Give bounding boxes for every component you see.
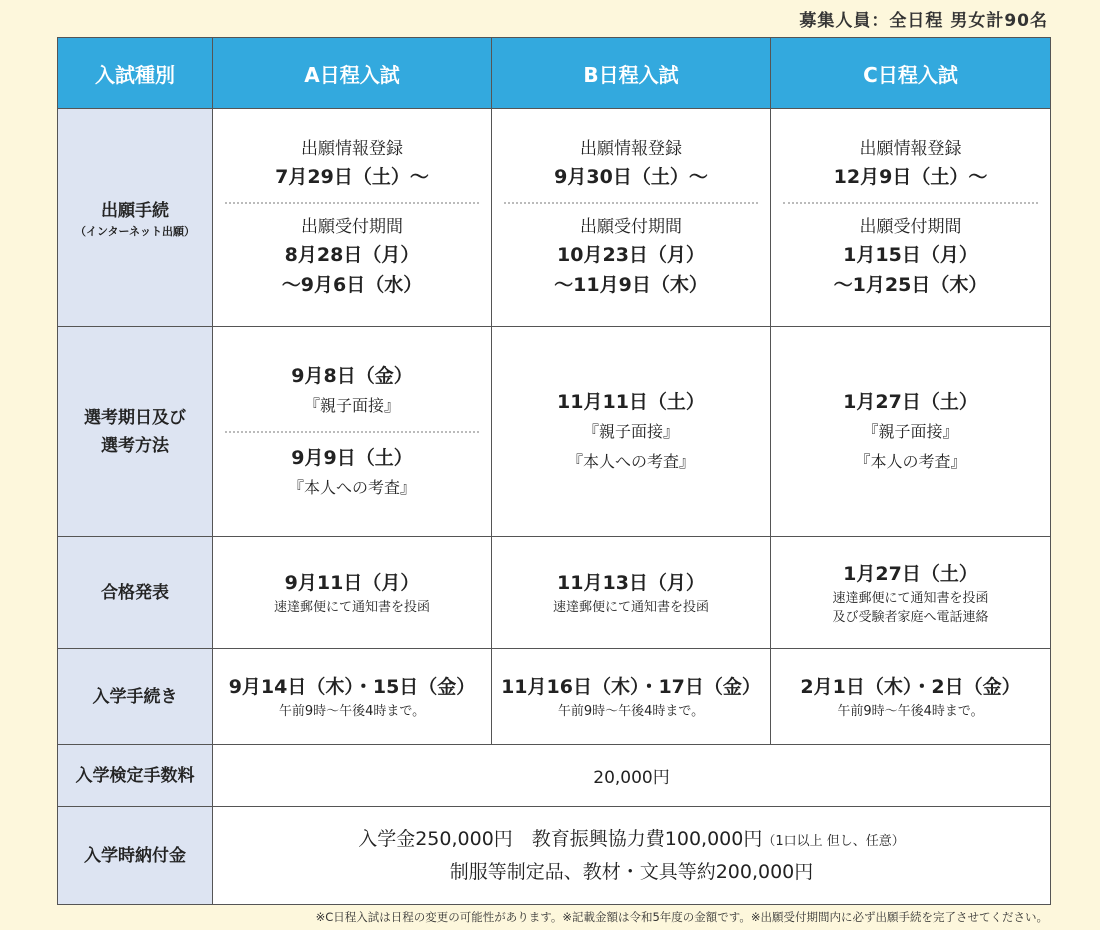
acceptance-label: 出願受付期間 xyxy=(580,216,682,237)
footnote: ※C日程入試は日程の変更の可能性があります。※記載金額は令和5年度の金額です。※出願受付期間内に必ず出願手続を完了させてください。 xyxy=(315,910,1048,924)
results-cell-b xyxy=(492,537,771,649)
acceptance-label: 出願受付期間 xyxy=(859,216,962,237)
acceptance-to: 〜1月25日（木） xyxy=(833,273,988,296)
application-cell-c xyxy=(771,109,1051,327)
application-cell-b xyxy=(492,109,771,327)
registration-date: 12月9日（土）〜 xyxy=(833,165,988,188)
header-c-schedule: C日程入試 xyxy=(771,38,1051,109)
results-cell-c xyxy=(771,537,1051,649)
results-date: 11月13日（月） xyxy=(557,572,705,594)
payment-label: 入学時納付金 xyxy=(58,807,213,905)
registration-label: 出願情報登録 xyxy=(580,138,682,159)
header-b-schedule: B日程入試 xyxy=(492,38,771,109)
selection-date: 1月27日（土） xyxy=(843,390,978,413)
enrollment-time: 午前9時〜午後4時まで。 xyxy=(557,704,705,719)
enrollment-label: 入学手続き xyxy=(58,649,213,745)
admission-schedule-table xyxy=(57,37,1051,905)
application-label: 出願手続 xyxy=(101,200,169,221)
application-row xyxy=(58,109,1051,327)
results-label: 合格発表 xyxy=(58,537,213,649)
selection-cell-a xyxy=(213,327,492,537)
registration-date: 7月29日（土）〜 xyxy=(275,165,429,188)
selection-method-1: 『親子面接』 xyxy=(303,395,400,415)
results-note-1: 速達郵便にて通知書を投函 xyxy=(832,590,989,606)
results-date: 1月27日（土） xyxy=(843,562,978,585)
enrollment-date: 11月16日（木）・17日（金） xyxy=(501,676,761,698)
selection-date-2: 9月9日（土） xyxy=(291,446,413,469)
capacity-label: 募集人員：全日程 男女計90名 xyxy=(799,11,1048,31)
payment-row xyxy=(58,807,1051,905)
enrollment-row xyxy=(58,649,1051,745)
selection-date: 11月11日（土） xyxy=(557,390,705,413)
payment-line-1-note: （1口以上 但し、任意） xyxy=(762,834,905,849)
enrollment-date: 2月1日（木）・2日（金） xyxy=(800,676,1021,698)
exam-fee-value: 20,000円 xyxy=(213,745,1051,807)
application-sublabel: （インターネット出願） xyxy=(74,224,195,238)
enrollment-time: 午前9時〜午後4時まで。 xyxy=(837,704,984,719)
selection-row xyxy=(58,327,1051,537)
results-row xyxy=(58,537,1051,649)
results-note: 速達郵便にて通知書を投函 xyxy=(552,600,709,615)
dotted-divider xyxy=(504,202,758,204)
results-note-2: 及び受験者家庭へ電話連絡 xyxy=(832,609,989,625)
header-a-schedule: A日程入試 xyxy=(213,38,492,109)
selection-cell-b xyxy=(492,327,771,537)
enrollment-date: 9月14日（木）・15日（金） xyxy=(228,676,476,698)
registration-date: 9月30日（土）〜 xyxy=(554,165,708,188)
selection-cell-c xyxy=(771,327,1051,537)
selection-date-1: 9月8日（金） xyxy=(291,364,413,387)
header-category: 入試種別 xyxy=(58,38,213,109)
payment-cell xyxy=(213,807,1051,905)
header-row xyxy=(58,38,1051,109)
selection-method-2: 『本人への考査』 xyxy=(287,477,416,497)
payment-line-1-text: 入学金250,000円 教育振興協力費100,000円 xyxy=(358,828,763,850)
payment-line-2: 制服等制定品、教材・文具等約200,000円 xyxy=(449,861,814,883)
registration-label: 出願情報登録 xyxy=(301,138,403,159)
selection-method-1: 『親子面接』 xyxy=(582,421,679,441)
dotted-divider xyxy=(225,431,479,433)
application-cell-a xyxy=(213,109,492,327)
exam-fee-label: 入学検定手数料 xyxy=(58,745,213,807)
enrollment-time: 午前9時〜午後4時まで。 xyxy=(278,704,426,719)
results-cell-a xyxy=(213,537,492,649)
registration-label: 出願情報登録 xyxy=(859,138,962,159)
selection-method-2: 『本人の考査』 xyxy=(854,451,967,471)
payment-line-1 xyxy=(213,824,1050,857)
dotted-divider xyxy=(225,202,479,204)
dotted-divider xyxy=(783,202,1038,204)
application-row-heading xyxy=(58,109,213,327)
selection-method-1: 『親子面接』 xyxy=(862,421,959,441)
enrollment-cell-c xyxy=(771,649,1051,745)
selection-label-line1: 選考期日及び xyxy=(84,407,186,428)
acceptance-to: 〜9月6日（水） xyxy=(281,273,423,296)
enrollment-cell-a xyxy=(213,649,492,745)
results-date: 9月11日（月） xyxy=(284,572,420,594)
selection-method-2: 『本人への考査』 xyxy=(566,451,695,471)
selection-row-heading xyxy=(58,327,213,537)
acceptance-from: 10月23日（月） xyxy=(557,243,705,266)
acceptance-from: 1月15日（月） xyxy=(843,243,978,266)
acceptance-from: 8月28日（月） xyxy=(284,243,420,266)
enrollment-cell-b xyxy=(492,649,771,745)
exam-fee-row xyxy=(58,745,1051,807)
selection-label-line2: 選考方法 xyxy=(101,435,169,456)
acceptance-label: 出願受付期間 xyxy=(301,216,403,237)
results-note: 速達郵便にて通知書を投函 xyxy=(273,600,430,615)
acceptance-to: 〜11月9日（木） xyxy=(554,273,708,296)
